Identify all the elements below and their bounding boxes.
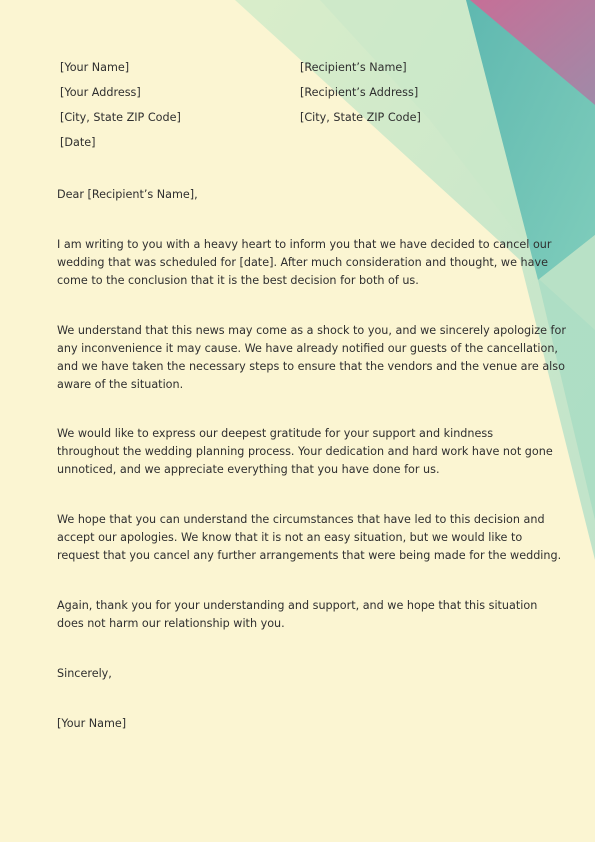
paragraph-line: We would like to express our deepest gratitude for your support and kindness bbox=[57, 427, 494, 440]
closing: Sincerely, bbox=[57, 667, 112, 680]
body-paragraph bbox=[57, 597, 537, 633]
paragraph-line: and we have taken the necessary steps to ensure that the vendors and the venue are also bbox=[57, 360, 565, 373]
sender-name: [Your Name] bbox=[60, 61, 130, 74]
paragraph-line: We hope that you can understand the circumstances that have led to this decision and bbox=[57, 513, 545, 526]
paragraph-line: request that you cancel any further arrangements that were being made for the wedding. bbox=[57, 549, 562, 562]
body-paragraph bbox=[57, 322, 566, 394]
paragraph-line: any inconvenience it may cause. We have already notified our guests of the cancellation, bbox=[57, 342, 558, 355]
recipient-name: [Recipient’s Name] bbox=[300, 61, 407, 74]
sender-city: [City, State ZIP Code] bbox=[60, 111, 181, 124]
paragraph-line: Again, thank you for your understanding and support, and we hope that this situation bbox=[57, 599, 538, 612]
body-paragraph bbox=[57, 425, 553, 479]
recipient-address-block bbox=[300, 59, 421, 134]
sender-address: [Your Address] bbox=[60, 86, 141, 99]
paragraph-line: does not harm our relationship with you. bbox=[57, 617, 285, 630]
paragraph-line: wedding that was scheduled for [date]. After much consideration and thought, we have bbox=[57, 256, 548, 269]
recipient-city: [City, State ZIP Code] bbox=[300, 111, 421, 124]
signature-name: [Your Name] bbox=[57, 717, 127, 730]
paragraph-line: I am writing to you with a heavy heart to inform you that we have decided to cancel our bbox=[57, 238, 552, 251]
paragraph-line: unnoticed, and we appreciate everything that you have done for us. bbox=[57, 463, 440, 476]
recipient-address: [Recipient’s Address] bbox=[300, 86, 419, 99]
paragraph-line: throughout the wedding planning process. Your dedication and hard work have not gone bbox=[57, 445, 553, 458]
letter-date: [Date] bbox=[60, 136, 96, 149]
paragraph-line: come to the conclusion that it is the best decision for both of us. bbox=[57, 274, 419, 287]
paragraph-line: aware of the situation. bbox=[57, 378, 184, 391]
body-paragraph bbox=[57, 511, 561, 565]
paragraph-line: We understand that this news may come as a shock to you, and we sincerely apologize for bbox=[57, 324, 566, 337]
paragraph-line: accept our apologies. We know that it is not an easy situation, but we would like to bbox=[57, 531, 523, 544]
salutation: Dear [Recipient’s Name], bbox=[57, 188, 198, 201]
sender-address-block bbox=[60, 59, 181, 159]
body-paragraph bbox=[57, 236, 551, 290]
